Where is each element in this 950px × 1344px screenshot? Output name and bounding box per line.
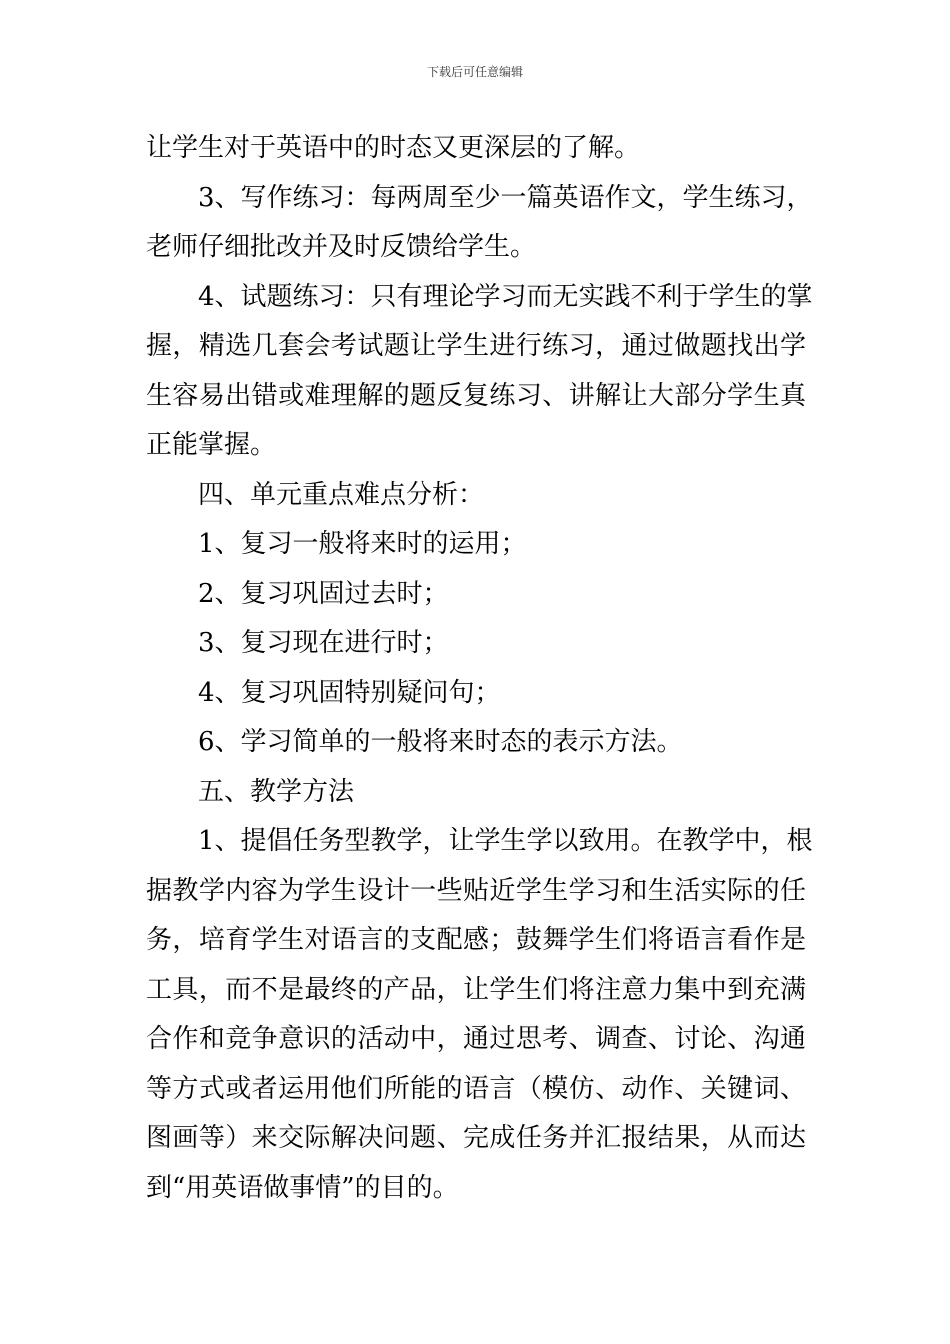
list-item: 3、复习现在进行时； [198, 628, 449, 658]
text-line: 等方式或者运用他们所能的语言（模仿、动作、关键词、 [146, 1073, 806, 1104]
list-item: 6、学习简单的一般将来时态的表示方法。 [198, 727, 683, 757]
section-heading: 四、单元重点难点分析： [198, 479, 485, 510]
text-line: 到“用英语做事情”的目的。 [146, 1172, 459, 1203]
text-line: 据教学内容为学生设计一些贴近学生学习和生活实际的任 [146, 875, 806, 906]
text-line: 正能掌握。 [146, 430, 277, 460]
list-item: 4、复习巩固特别疑问句； [198, 677, 501, 708]
text-line: 3、写作练习：每两周至少一篇英语作文，学生练习， [198, 182, 813, 213]
text-line: 合作和竞争意识的活动中，通过思考、调查、讨论、沟通 [146, 1024, 806, 1054]
text-line: 老师仔细批改并及时反馈给学生。 [146, 232, 537, 262]
list-item: 1、复习一般将来时的运用； [198, 529, 527, 559]
text-line: 务，培育学生对语言的支配感；鼓舞学生们将语言看作是 [146, 925, 806, 955]
text-line: 握，精选几套会考试题让学生进行练习，通过做题找出学 [146, 331, 806, 361]
text-line: 让学生对于英语中的时态又更深层的了解。 [146, 133, 641, 163]
section-heading: 五、教学方法 [198, 776, 355, 807]
text-line: 4、试题练习：只有理论学习而无实践不利于学生的掌 [198, 281, 813, 312]
text-line: 生容易出错或难理解的题反复练习、讲解让大部分学生真 [146, 380, 806, 411]
document-body [146, 124, 813, 1213]
text-line: 工具，而不是最终的产品，让学生们将注意力集中到充满 [146, 974, 806, 1005]
text-line: 图画等）来交际解决问题、完成任务并汇报结果，从而达 [146, 1123, 806, 1153]
list-item: 2、复习巩固过去时； [198, 578, 449, 609]
page-header: 下载后可任意编辑 [426, 65, 523, 79]
text-line: 1、提倡任务型教学，让学生学以致用。在教学中，根 [198, 826, 813, 856]
